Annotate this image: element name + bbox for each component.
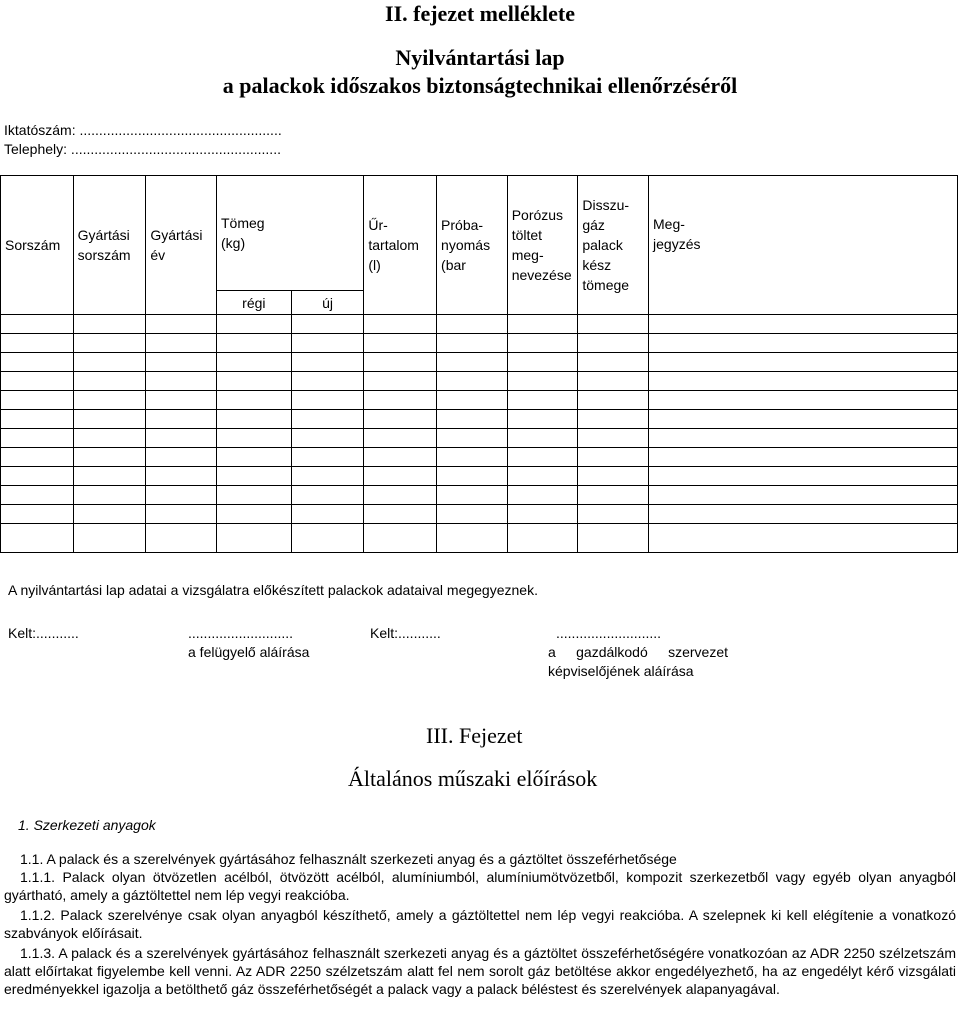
table-cell	[437, 410, 508, 429]
chapter-title: Általános műszaki előírások	[348, 766, 598, 791]
table-cell	[1, 391, 74, 410]
table-cell	[437, 353, 508, 372]
signature-line-1: ...........................	[188, 625, 294, 641]
table-cell	[649, 372, 958, 391]
table-cell	[217, 524, 292, 553]
table-cell	[578, 315, 649, 334]
table-row	[1, 467, 958, 486]
table-cell	[364, 353, 437, 372]
table-cell	[437, 448, 508, 467]
table-cell	[217, 467, 292, 486]
table-cell	[1, 505, 74, 524]
paragraph-1-1: 1.1. A palack és a szerelvények gyártásához felhasznált szerkezeti anyag és a gáztöltet összeférhetősége	[20, 851, 677, 867]
table-row	[1, 315, 958, 334]
table-cell	[217, 372, 292, 391]
agreement-statement: A nyilvántartási lap adatai a vizsgálatra előkészített palackok adataival megegyeznek.	[8, 582, 538, 598]
table-cell	[364, 315, 437, 334]
table-cell	[649, 391, 958, 410]
table-cell	[146, 448, 217, 467]
table-cell	[146, 410, 217, 429]
table-cell	[507, 410, 578, 429]
col-header-sorszam: Sorszám	[1, 176, 74, 315]
table-cell	[73, 410, 146, 429]
table-cell	[578, 524, 649, 553]
table-cell	[364, 467, 437, 486]
table-cell	[291, 524, 364, 553]
table-cell	[217, 505, 292, 524]
table-cell	[1, 372, 74, 391]
organization-signature-label-line2: képviselőjének aláírása	[548, 663, 694, 679]
table-row	[1, 429, 958, 448]
table-cell	[578, 467, 649, 486]
table-cell	[507, 372, 578, 391]
table-cell	[1, 410, 74, 429]
table-cell	[649, 410, 958, 429]
table-cell	[364, 410, 437, 429]
table-cell	[146, 372, 217, 391]
col-header-gyartasi-ev: Gyártási év	[146, 176, 217, 315]
paragraph-1-1-3: 1.1.3. A palack és a szerelvények gyártásához felhasznált szerkezeti anyag és a gáztöltet összeférhetőségére vonatkozóan az ADR 2250 szélzetszám alatt előírtakat figyelembe kell venni. Az ADR 2250 szélzetszám alatt fel nem sorolt gáz betöltése akkor engedélyezhető, ha az engedélyt kérő vizsgálati eredményekkel igazolja a betölthető gáz összeférhetőségét a palack vagy a palack béléstest és szerelvények alapanyagával.	[4, 945, 956, 997]
table-cell	[291, 315, 364, 334]
table-cell	[364, 372, 437, 391]
table-cell	[217, 410, 292, 429]
table-cell	[437, 391, 508, 410]
table-cell	[649, 524, 958, 553]
table-cell	[291, 334, 364, 353]
col-header-megjegyzes: Meg- jegyzés	[649, 176, 958, 315]
table-row	[1, 353, 958, 372]
table-cell	[649, 448, 958, 467]
table-cell	[146, 505, 217, 524]
table-cell	[578, 486, 649, 505]
table-cell	[507, 448, 578, 467]
table-cell	[73, 372, 146, 391]
table-cell	[146, 391, 217, 410]
paragraph-1-1-1: 1.1.1. Palack olyan ötvözetlen acélból, ötvözött acélból, alumíniumból, alumíniumötvözetből, kompozit szerkezetből vagy egyéb olyan anyagból gyártható, amely a gáztöltettel nem lép vegyi reakcióba.	[4, 869, 956, 903]
table-cell	[507, 486, 578, 505]
col-header-tomeg-regi: régi	[217, 291, 292, 315]
table-cell	[437, 467, 508, 486]
table-cell	[437, 505, 508, 524]
table-cell	[73, 391, 146, 410]
table-row	[1, 448, 958, 467]
table-cell	[73, 448, 146, 467]
table-cell	[364, 334, 437, 353]
table-cell	[364, 448, 437, 467]
table-row	[1, 524, 958, 553]
table-cell	[291, 467, 364, 486]
table-cell	[146, 353, 217, 372]
table-cell	[364, 505, 437, 524]
table-cell	[1, 467, 74, 486]
table-cell	[578, 505, 649, 524]
table-cell	[649, 353, 958, 372]
table-cell	[437, 334, 508, 353]
table-cell	[1, 315, 74, 334]
table-cell	[73, 429, 146, 448]
table-cell	[507, 391, 578, 410]
register-table	[0, 175, 958, 553]
table-cell	[578, 410, 649, 429]
paragraph-1-1-2: 1.1.2. Palack szerelvénye csak olyan anyagból készíthető, amely a gáztöltettel nem lép vegyi reakcióba. A szelepnek ki kell elégítenie a vonatkozó szabványok előírásait.	[4, 907, 956, 941]
table-cell	[1, 429, 74, 448]
table-cell	[1, 524, 74, 553]
table-cell	[1, 353, 74, 372]
table-cell	[217, 334, 292, 353]
kelt-field-1: Kelt:...........	[8, 625, 79, 641]
table-cell	[437, 315, 508, 334]
table-cell	[291, 505, 364, 524]
iktatoszam-field: Iktatószám: ....................................................	[4, 122, 282, 138]
table-cell	[291, 391, 364, 410]
table-cell	[217, 486, 292, 505]
annex-heading: II. fejezet melléklete	[385, 1, 575, 26]
table-cell	[649, 315, 958, 334]
table-cell	[291, 372, 364, 391]
table-cell	[217, 391, 292, 410]
table-cell	[73, 467, 146, 486]
table-cell	[507, 505, 578, 524]
chapter-number: III. Fejezet	[426, 723, 523, 748]
table-row	[1, 391, 958, 410]
table-cell	[578, 391, 649, 410]
table-cell	[146, 315, 217, 334]
table-cell	[649, 505, 958, 524]
table-cell	[649, 334, 958, 353]
table-cell	[146, 467, 217, 486]
signature-line-2: ...........................	[556, 625, 662, 641]
table-cell	[507, 524, 578, 553]
table-cell	[217, 448, 292, 467]
table-cell	[507, 315, 578, 334]
col-header-tomeg: Tömeg (kg)	[217, 176, 364, 291]
table-cell	[649, 467, 958, 486]
table-row	[1, 334, 958, 353]
table-cell	[146, 524, 217, 553]
table-cell	[291, 353, 364, 372]
table-cell	[507, 353, 578, 372]
col-header-probanyomas: Próba- nyomás (bar	[437, 176, 508, 315]
table-cell	[291, 410, 364, 429]
table-cell	[73, 486, 146, 505]
table-cell	[649, 486, 958, 505]
table-cell	[1, 448, 74, 467]
table-cell	[437, 372, 508, 391]
table-cell	[73, 524, 146, 553]
col-header-gyartasi-sorszam: Gyártási sorszám	[73, 176, 146, 315]
table-cell	[364, 391, 437, 410]
table-row	[1, 486, 958, 505]
table-cell	[507, 334, 578, 353]
table-cell	[291, 448, 364, 467]
table-row	[1, 410, 958, 429]
section-heading: 1. Szerkezeti anyagok	[18, 817, 156, 833]
form-title-line2: a palackok időszakos biztonságtechnikai ellenőrzéséről	[222, 73, 738, 98]
table-row	[1, 372, 958, 391]
table-cell	[364, 429, 437, 448]
table-cell	[578, 429, 649, 448]
table-cell	[578, 334, 649, 353]
kelt-field-2: Kelt:...........	[370, 625, 441, 641]
col-header-palack-tomege: Disszu- gáz palack kész tömege	[578, 176, 649, 315]
table-cell	[73, 353, 146, 372]
table-cell	[364, 524, 437, 553]
organization-signature-label-line1: a gazdálkodó szervezet	[548, 644, 728, 660]
table-cell	[291, 429, 364, 448]
table-cell	[1, 486, 74, 505]
table-cell	[73, 334, 146, 353]
supervisor-signature-label: a felügyelő aláírása	[188, 644, 310, 660]
table-cell	[73, 505, 146, 524]
col-header-porozus-toltet: Porózus töltet meg- nevezése	[507, 176, 578, 315]
table-cell	[291, 486, 364, 505]
table-cell	[364, 486, 437, 505]
table-cell	[437, 524, 508, 553]
table-cell	[507, 467, 578, 486]
table-cell	[146, 486, 217, 505]
table-cell	[507, 429, 578, 448]
table-row	[1, 505, 958, 524]
table-cell	[437, 486, 508, 505]
table-cell	[217, 315, 292, 334]
table-cell	[578, 448, 649, 467]
table-cell	[146, 334, 217, 353]
table-cell	[578, 353, 649, 372]
col-header-tomeg-uj: új	[291, 291, 364, 315]
table-cell	[73, 315, 146, 334]
table-cell	[578, 372, 649, 391]
telephely-field: Telephely: ......................................................	[4, 141, 281, 157]
col-header-urtartalom: Űr- tartalom (l)	[364, 176, 437, 315]
table-cell	[217, 353, 292, 372]
table-cell	[437, 429, 508, 448]
form-title-line1: Nyilvántartási lap	[395, 45, 565, 70]
table-cell	[146, 429, 217, 448]
table-cell	[1, 334, 74, 353]
table-cell	[649, 429, 958, 448]
table-cell	[217, 429, 292, 448]
